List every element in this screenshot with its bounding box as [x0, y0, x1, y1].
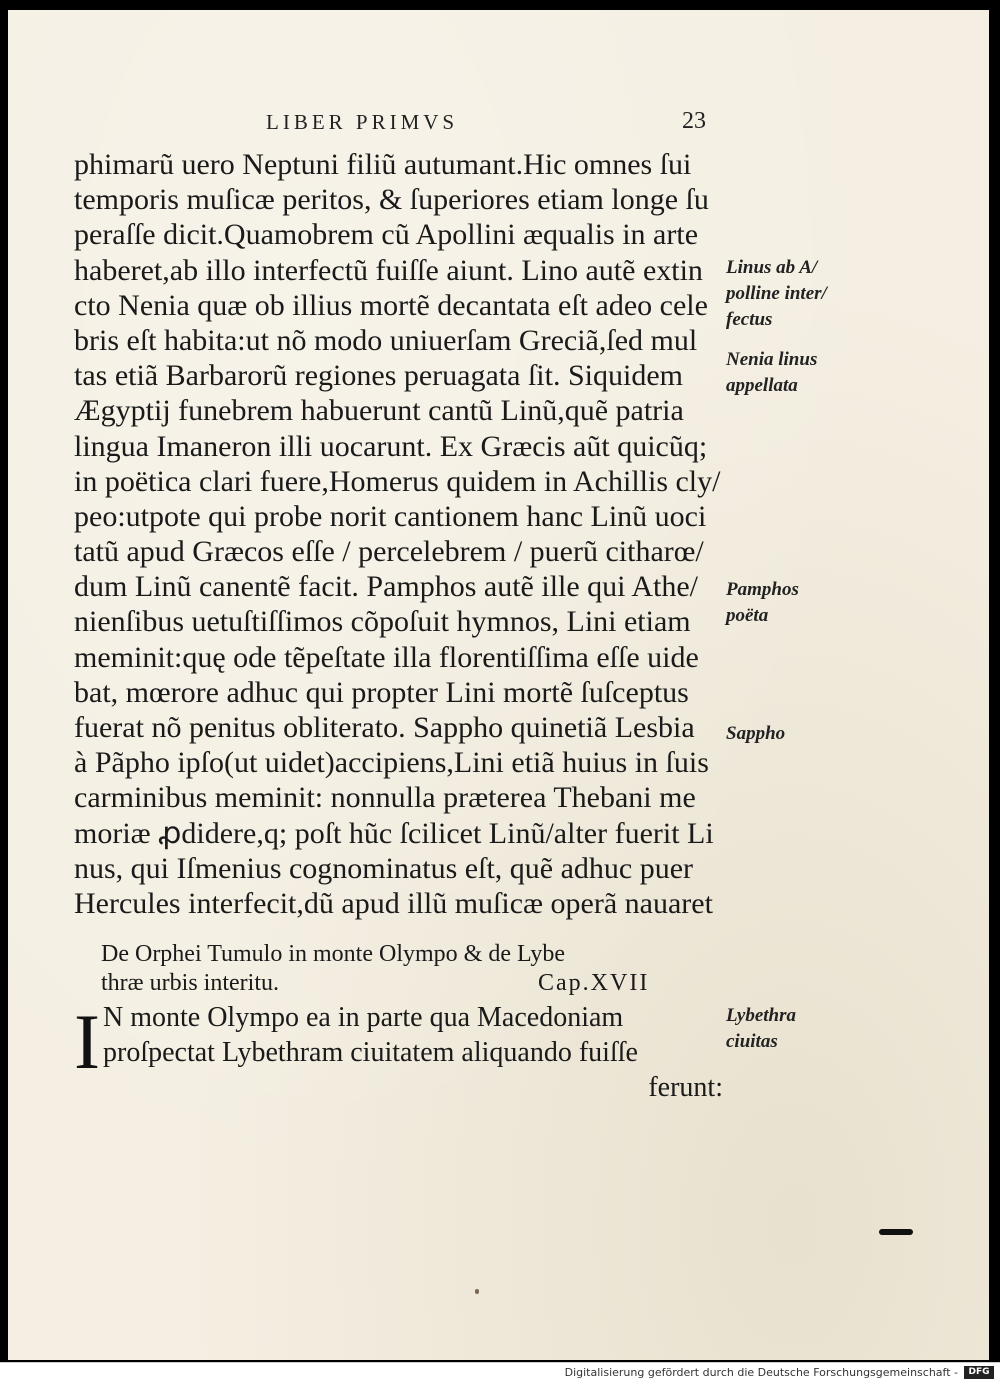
margin-note-nenia: Nenia linus appellata	[726, 349, 818, 396]
margin-note-lybethra: Lybethra ciuitas	[726, 1005, 797, 1052]
text-line: meminit:quę ode tẽpeſtate illa florentiſſima eſſe uide	[74, 640, 699, 674]
ink-dash-mark	[879, 1229, 913, 1235]
text-line: tas etiã Barbarorũ regiones peruagata ſit. Siquidem	[74, 359, 683, 393]
text-line: moriæ ꝓdidere,q; poſt hũc ſcilicet Linũ/alter fuerit Li	[74, 816, 714, 850]
running-header	[266, 110, 726, 140]
text-line: haberet,ab illo interfectũ fuiſſe aiunt. Lino autẽ extin	[74, 253, 703, 287]
chapter-text-line: ferunt:	[648, 1072, 723, 1104]
drop-cap-initial: I	[74, 998, 100, 1085]
book-page	[8, 10, 989, 1360]
text-line: nus, qui Iſmenius cognominatus eſt, quẽ adhuc puer	[74, 851, 694, 885]
text-line: peraſſe dicit.Quamobrem cũ Apollini æqualis in arte	[74, 218, 699, 252]
text-line: phimarũ uero Neptuni filiũ autumant.Hic omnes ſui	[74, 148, 692, 181]
chapter-body	[103, 1000, 723, 1106]
text-line: tatũ apud Græcos eſſe / percelebrem / puerũ citharœ/	[74, 535, 704, 569]
text-line: nienſibus uetuſtiſſimos cõpoſuit hymnos, Lini etiam	[74, 605, 691, 639]
text-line: dum Linũ canentẽ facit. Pamphos autẽ ille qui Athe/	[74, 570, 699, 604]
text-line: bris eſt habita:ut nõ modo uniuerſam Greciã,ſed mul	[74, 323, 698, 357]
text-line: temporis muſicæ peritos, & ſuperiores etiam longe ſu	[74, 183, 709, 217]
margin-note-linus: Linus ab A/ polline inter/ fectus	[726, 257, 827, 330]
chapter-text-line: proſpectat Lybethram ciuitatem aliquando fuiſſe	[103, 1037, 638, 1069]
page-number: 23	[682, 108, 706, 134]
running-title: LIBER PRIMVS	[266, 110, 459, 134]
footer-bar	[0, 1362, 1000, 1383]
chapter-number: Cap.XVII	[538, 970, 650, 996]
text-line: à Pãpho ipſo(ut uidet)accipiens,Lini etiã huius in ſuis	[74, 746, 709, 780]
paper-spot	[475, 1289, 479, 1294]
funding-notice: Digitalisierung gefördert durch die Deutsche Forschungsgemeinschaft -	[564, 1366, 958, 1379]
chapter-heading	[101, 940, 711, 998]
margin-note-sappho: Sappho	[726, 723, 786, 744]
main-text-block	[74, 147, 724, 921]
text-line: Hercules interfecit,dũ apud illũ muſicæ operã nauaret	[74, 886, 713, 920]
text-line: bat, mœrore adhuc qui propter Lini mortẽ ſuſceptus	[74, 675, 689, 709]
text-line: peo:utpote qui probe norit cantionem hanc Linũ uoci	[74, 499, 707, 533]
chapter-text-line: N monte Olympo ea in parte qua Macedoniam	[103, 1002, 624, 1033]
chapter-heading-line	[101, 969, 711, 998]
dfg-logo: DFG	[964, 1366, 994, 1379]
chapter-heading-line: De Orphei Tumulo in monte Olympo & de Lybe	[101, 941, 565, 967]
margin-note-pamphos: Pamphos poëta	[726, 579, 799, 626]
text-line: cto Nenia quæ ob illius mortẽ decantata eſt adeo cele	[74, 288, 708, 322]
chapter-heading-text: thræ urbis interitu.	[101, 970, 279, 996]
text-line: fuerat nõ penitus obliterato. Sappho quinetiã Lesbia	[74, 711, 695, 744]
text-line: in poëtica clari fuere,Homerus quidem in Achillis cly/	[74, 464, 721, 498]
text-line: lingua Imaneron illi uocarunt. Ex Græcis aũt quicũq;	[74, 429, 708, 463]
text-line: carminibus meminit: nonnulla præterea Thebani me	[74, 781, 696, 815]
text-line: Ægyptij funebrem habuerunt cantũ Linũ,quẽ patria	[74, 394, 684, 428]
